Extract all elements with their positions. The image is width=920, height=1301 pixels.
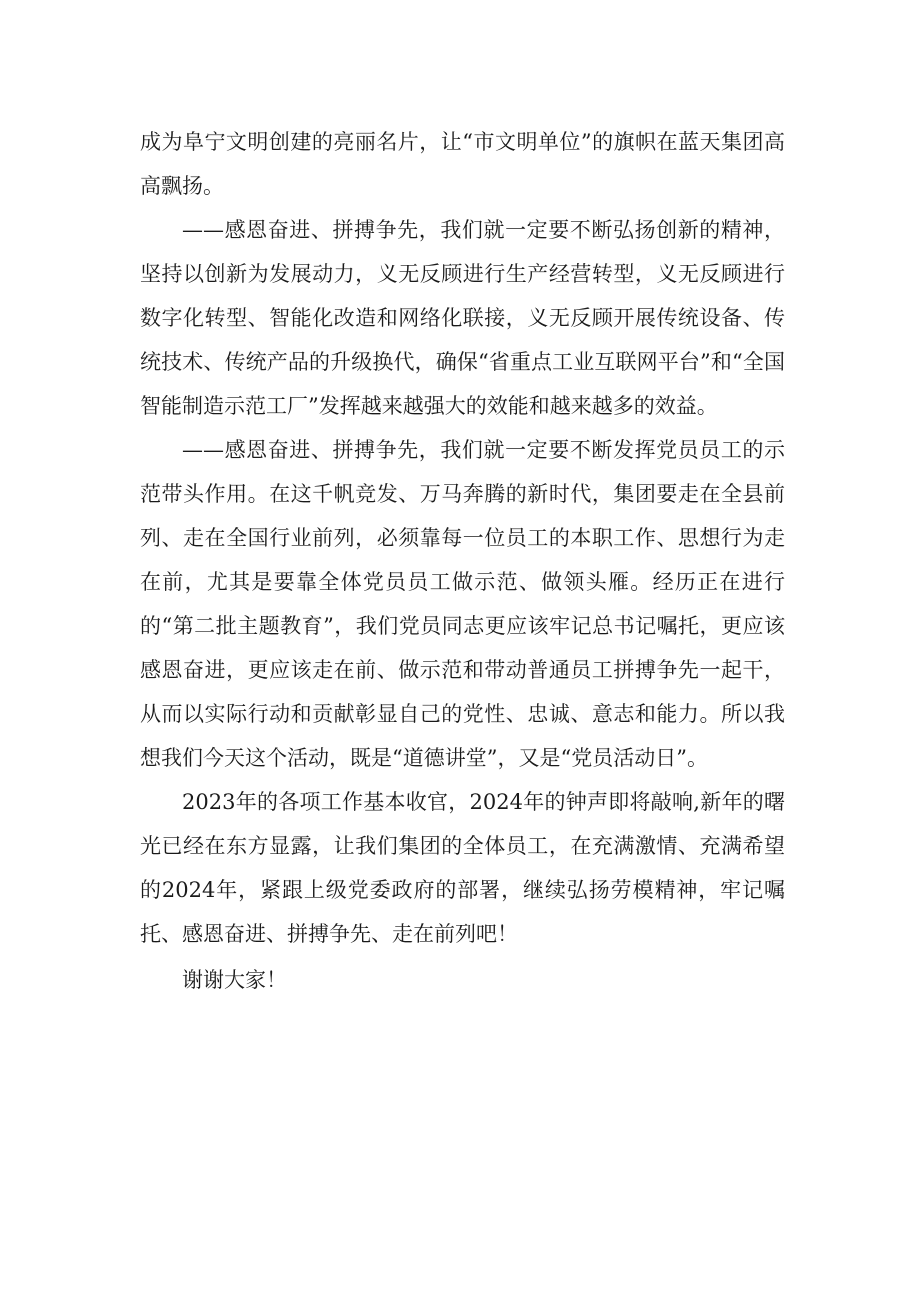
paragraph-continuation: 成为阜宁文明创建的亮丽名片，让“市文明单位”的旗帜在蓝天集团高高飘扬。 (140, 130, 785, 198)
paragraph-innovation: ——感恩奋进、拼搏争先，我们就一定要不断弘扬创新的精神，坚持以创新为发展动力，义无反顾进行生产经营转型，义无反顾进行数字化转型、智能化改造和网络化联接，义无反顾开展传统设备、传统技术、传统产品的升级换代，确保“省重点工业互联网平台”和“全国智能制造示范工厂”发挥越来越强大的效能和越来越多的效益。 (140, 218, 785, 418)
paragraph-new-year: 2023年的各项工作基本收官，2024年的钟声即将敲响,新年的曙光已经在东方显露，让我们集团的全体员工，在充满激情、充满希望的2024年，紧跟上级党委政府的部署，继续弘扬劳模精神，牢记嘱托、感恩奋进、拼搏争先、走在前列吧！ (140, 790, 785, 946)
document-body (140, 120, 785, 1002)
paragraph-party-members: ——感恩奋进、拼搏争先，我们就一定要不断发挥党员员工的示范带头作用。在这千帆竞发、万马奔腾的新时代，集团要走在全县前列、走在全国行业前列，必须靠每一位员工的本职工作、思想行为走在前，尤其是要靠全体党员员工做示范、做领头雁。经历正在进行的“第二批主题教育”，我们党员同志更应该牢记总书记嘱托，更应该感恩奋进，更应该走在前、做示范和带动普通员工拼搏争先一起干，从而以实际行动和贡献彰显自己的党性、忠诚、意志和能力。所以我想我们今天这个活动，既是“道德讲堂”，又是“党员活动日”。 (140, 438, 785, 770)
paragraph-thanks: 谢谢大家！ (182, 968, 287, 992)
